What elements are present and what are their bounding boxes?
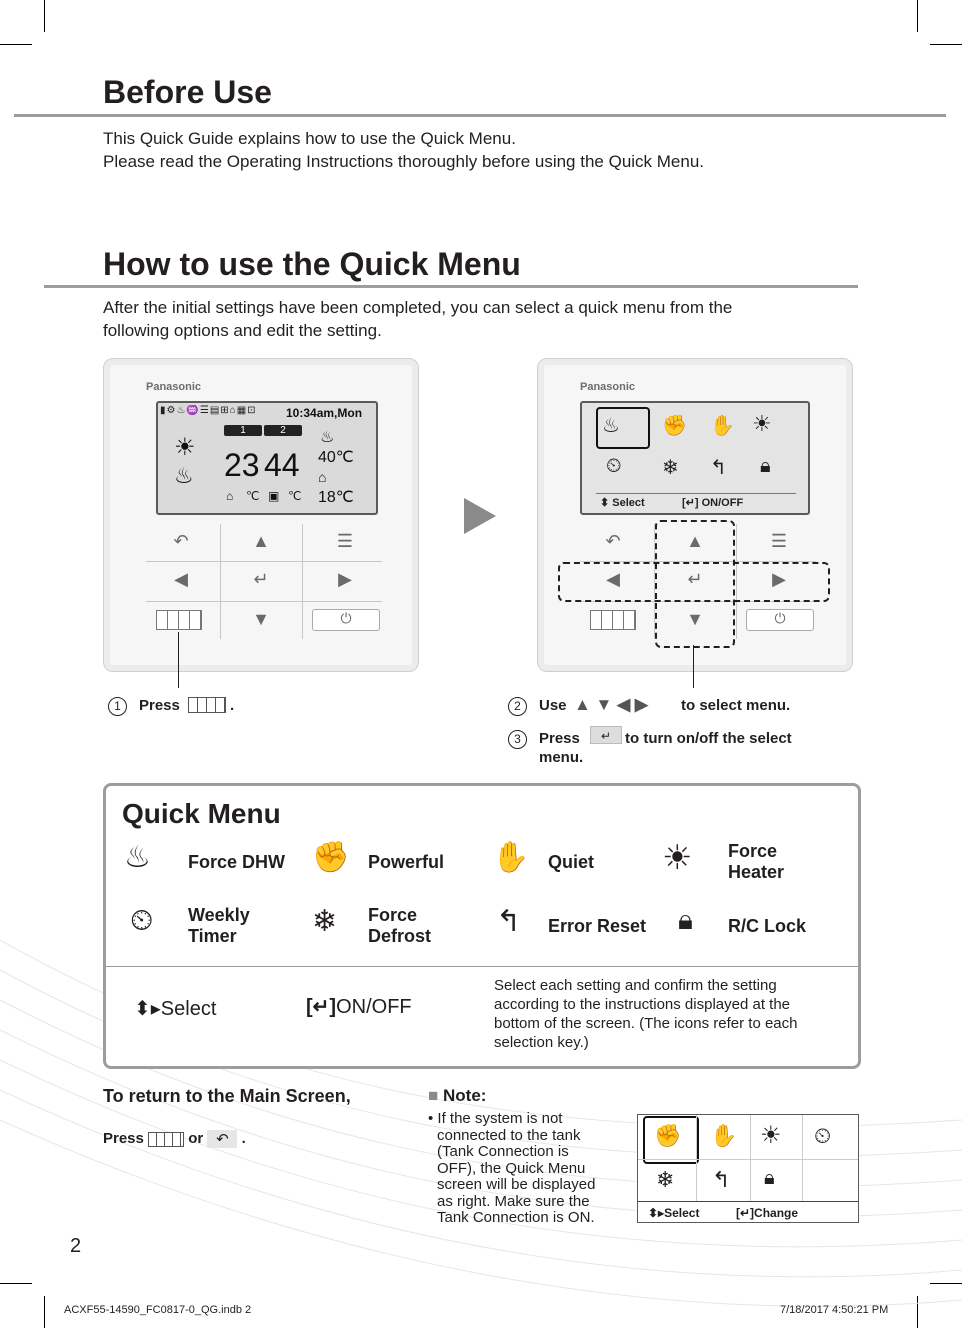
error-reset-label: Error Reset xyxy=(548,916,647,936)
weekly-timer-label xyxy=(188,905,250,947)
note-screen xyxy=(637,1114,859,1223)
note-bullet-icon: ■ xyxy=(428,1086,443,1105)
sun-icon: ☀ xyxy=(174,434,196,461)
unit-1: ℃ xyxy=(246,489,260,503)
arrow-keys-icon: ▲ ▼ ◀ ▶ xyxy=(574,695,648,714)
page-number: 2 xyxy=(70,1235,82,1257)
enter-key-icon: ↵ xyxy=(590,726,622,744)
power-key[interactable]: ⏻ xyxy=(312,609,380,631)
up-key[interactable]: ▲ xyxy=(686,531,704,551)
quick-menu-panel xyxy=(103,783,861,1069)
zone-1-temperature: 23 xyxy=(224,447,260,483)
legend-onoff xyxy=(306,994,412,1019)
force-defrost-icon: ❄ xyxy=(312,905,338,938)
key-divider xyxy=(146,561,382,562)
quiet-label: Quiet xyxy=(548,852,595,872)
unit-2: ℃ xyxy=(288,489,302,503)
back-key[interactable]: ↶ xyxy=(173,531,189,551)
zone-2-temperature: 44 xyxy=(264,447,300,483)
right-key[interactable]: ▶ xyxy=(772,569,786,589)
brand-logo: Panasonic xyxy=(146,381,202,393)
powerful-icon: ✊ xyxy=(312,841,350,874)
power-key[interactable]: ⏻ xyxy=(746,609,814,631)
description-line-2: according to the instructions displayed at the xyxy=(494,996,791,1013)
instruction-line-2: following options and edit the setting. xyxy=(103,321,382,340)
rc-lock-icon: 🔒︎ xyxy=(678,904,693,935)
enter-key[interactable]: ↵ xyxy=(687,569,703,589)
note-line-3: (Tank Connection is xyxy=(437,1143,569,1160)
powerful-label: Powerful xyxy=(368,852,445,872)
force-heater-label-2: Heater xyxy=(728,862,785,882)
screen-onoff-hint: [↵] ON/OFF xyxy=(682,497,744,509)
lcd-quick-menu-screen xyxy=(580,401,810,515)
force-dhw-icon: ♨ xyxy=(124,841,151,874)
left-key[interactable]: ◀ xyxy=(174,569,188,589)
note-line-7: Tank Connection is ON. xyxy=(437,1209,595,1226)
title-rule xyxy=(14,114,946,117)
quick-menu-key-icon xyxy=(188,697,226,713)
force-heater-label xyxy=(728,841,784,883)
powerful-icon: ✊ xyxy=(654,1123,682,1148)
brand-logo: Panasonic xyxy=(580,381,636,393)
force-defrost-label xyxy=(368,905,431,947)
room-icon: ▣ xyxy=(268,489,280,503)
note-body xyxy=(428,1111,595,1227)
panel-divider xyxy=(106,966,858,967)
leader-line xyxy=(693,645,694,688)
house-icon: ⌂ xyxy=(226,489,234,503)
footer-file: ACXF55-14590_FC0817-0_QG.indb 2 xyxy=(64,1304,252,1316)
quiet-icon: ✋ xyxy=(710,1123,738,1148)
screen-select-text: Select xyxy=(612,497,645,509)
step-2 xyxy=(508,697,868,716)
return-end: . xyxy=(241,1130,246,1147)
weekly-timer-icon: ⏲ xyxy=(606,455,622,477)
screen-select-hint: ⬍ Select xyxy=(600,497,645,509)
weekly-timer-icon: ⏲ xyxy=(814,1123,832,1148)
quiet-icon: ✋ xyxy=(492,841,530,874)
up-key[interactable]: ▲ xyxy=(252,531,270,551)
status-icon-row: ▮⚙♨♒☰▤⊞⌂▦⊡ xyxy=(160,405,257,416)
quick-menu-key[interactable] xyxy=(156,610,202,630)
down-key[interactable]: ▼ xyxy=(686,609,704,629)
weekly-timer-label-2: Timer xyxy=(188,926,237,946)
quick-menu-key[interactable] xyxy=(590,610,636,630)
screen-divider xyxy=(638,1201,858,1202)
legend-select-text: Select xyxy=(160,998,217,1020)
force-dhw-label: Force DHW xyxy=(188,852,286,872)
back-key[interactable]: ↶ xyxy=(605,531,621,551)
instruction-line-1: After the initial settings have been completed, you can select a quick menu from the xyxy=(103,298,733,317)
step-2-text-a: Use xyxy=(539,697,567,714)
step-3 xyxy=(508,730,868,767)
quick-menu-key-icon xyxy=(148,1132,184,1147)
step-2-text-b: to select menu. xyxy=(681,697,791,714)
zone-1-tab: 1 xyxy=(224,425,262,436)
step-3-text-a: Press xyxy=(539,730,580,747)
key-divider xyxy=(302,524,303,639)
note-screen-change-text: Change xyxy=(754,1206,799,1220)
key-divider xyxy=(220,524,221,639)
step-1-text-b: . xyxy=(230,697,235,714)
legend-onoff-text: ON/OFF xyxy=(336,996,412,1018)
left-key[interactable]: ◀ xyxy=(606,569,620,589)
note-screen-select: ⬍▸Select xyxy=(648,1206,700,1220)
crop-mark xyxy=(44,0,45,32)
error-reset-icon: ↰ xyxy=(712,1167,731,1192)
return-title: To return to the Main Screen, xyxy=(103,1086,351,1106)
step-1 xyxy=(108,697,235,716)
crop-mark xyxy=(0,44,32,45)
right-key[interactable]: ▶ xyxy=(338,569,352,589)
rc-lock-icon: 🔒︎ xyxy=(760,455,771,477)
grid-line xyxy=(696,1115,697,1201)
grid-line xyxy=(802,1115,803,1201)
step-1-number: 1 xyxy=(108,697,127,716)
note-line-5: screen will be displayed xyxy=(437,1176,596,1193)
key-divider xyxy=(146,601,382,602)
select-arrow-icon: ⬍▸ xyxy=(134,998,161,1020)
weekly-timer-icon: ⏲ xyxy=(130,904,154,937)
quick-menu-description xyxy=(494,976,798,1052)
step-2-number: 2 xyxy=(508,697,527,716)
error-reset-icon: ↰ xyxy=(496,905,522,938)
return-or: or xyxy=(188,1130,204,1147)
screen-onoff-text: ON/OFF xyxy=(701,497,744,509)
enter-key[interactable]: ↵ xyxy=(253,569,269,589)
legend-select xyxy=(134,996,216,1021)
force-heater-icon: ☀ xyxy=(662,839,693,877)
footer-date: 7/18/2017 4:50:21 PM xyxy=(780,1304,889,1316)
back-key-icon: ↶ xyxy=(207,1130,237,1148)
force-defrost-label-2: Defrost xyxy=(368,926,432,946)
highlight-horizontal-keys xyxy=(558,562,830,602)
rc-lock-label: R/C Lock xyxy=(728,916,807,936)
error-reset-icon: ↰ xyxy=(710,457,727,479)
intro-line-2: Please read the Operating Instructions thoroughly before using the Quick Menu. xyxy=(103,152,705,171)
note-line: • If the system is not xyxy=(428,1110,563,1127)
remote-controller-left xyxy=(103,358,419,672)
force-defrost-icon: ❄ xyxy=(662,457,679,479)
description-line-3: bottom of the screen. (The icons refer to each xyxy=(494,1015,798,1032)
tap-icon: ♨ xyxy=(174,463,194,488)
enter-bracket-icon: [↵] xyxy=(306,996,337,1018)
zone-2-tab: 2 xyxy=(264,425,302,436)
note-line-4: OFF), the Quick Menu xyxy=(437,1159,586,1177)
force-heater-label-1: Force xyxy=(728,841,778,861)
force-defrost-icon: ❄ xyxy=(656,1167,675,1192)
rc-lock-icon: 🔒︎ xyxy=(764,1167,775,1189)
force-heater-icon: ☀ xyxy=(752,411,772,436)
grid-line xyxy=(638,1159,858,1160)
return-instruction xyxy=(103,1130,246,1148)
section-title-quick-menu: How to use the Quick Menu xyxy=(103,246,521,282)
crop-mark xyxy=(917,0,918,32)
step-3-number: 3 xyxy=(508,730,527,749)
next-arrow-icon xyxy=(464,498,496,534)
clock-display: 10:34am,Mon xyxy=(286,406,363,420)
title-rule xyxy=(44,285,858,288)
step-3-text-c: menu. xyxy=(539,749,584,766)
lcd-main-screen xyxy=(156,401,378,515)
tank-tap-icon: ♨ xyxy=(320,429,335,446)
leader-line xyxy=(178,632,179,688)
quick-menu-title: Quick Menu xyxy=(122,798,281,829)
section-title-before-use: Before Use xyxy=(103,74,272,110)
outdoor-temperature: 18℃ xyxy=(318,489,354,506)
note-screen-select-text: Select xyxy=(664,1206,700,1220)
force-dhw-icon: ♨ xyxy=(602,415,620,437)
note-heading xyxy=(428,1086,486,1106)
step-1-text-a: Press xyxy=(139,697,180,714)
screen-divider xyxy=(596,493,796,494)
description-line-1: Select each setting and confirm the setting xyxy=(494,977,777,994)
menu-key[interactable]: ☰ xyxy=(336,531,354,551)
description-line-4: selection key.) xyxy=(494,1034,589,1051)
crop-mark xyxy=(930,44,962,45)
step-3-text-b: to turn on/off the select xyxy=(625,730,792,747)
force-heater-icon: ☀ xyxy=(760,1122,782,1149)
note-line-1: If the system is not xyxy=(437,1110,563,1127)
down-key[interactable]: ▼ xyxy=(252,609,270,629)
weekly-timer-label-1: Weekly xyxy=(188,905,250,925)
grid-line xyxy=(750,1115,751,1201)
powerful-icon: ✊ xyxy=(662,415,687,437)
outdoor-icon: ⌂ xyxy=(318,469,327,485)
force-defrost-label-1: Force xyxy=(368,905,418,925)
menu-key[interactable]: ☰ xyxy=(770,531,788,551)
intro-line-1: This Quick Guide explains how to use the Quick Menu. xyxy=(103,129,516,148)
note-screen-change: [↵]Change xyxy=(736,1206,799,1220)
quiet-icon: ✋ xyxy=(710,415,735,437)
note-line-6: as right. Make sure the xyxy=(437,1192,590,1210)
tank-temperature: 40℃ xyxy=(318,449,354,466)
note-line-2: connected to the tank xyxy=(437,1126,581,1144)
return-press: Press xyxy=(103,1130,144,1147)
note-title: Note: xyxy=(443,1086,487,1105)
